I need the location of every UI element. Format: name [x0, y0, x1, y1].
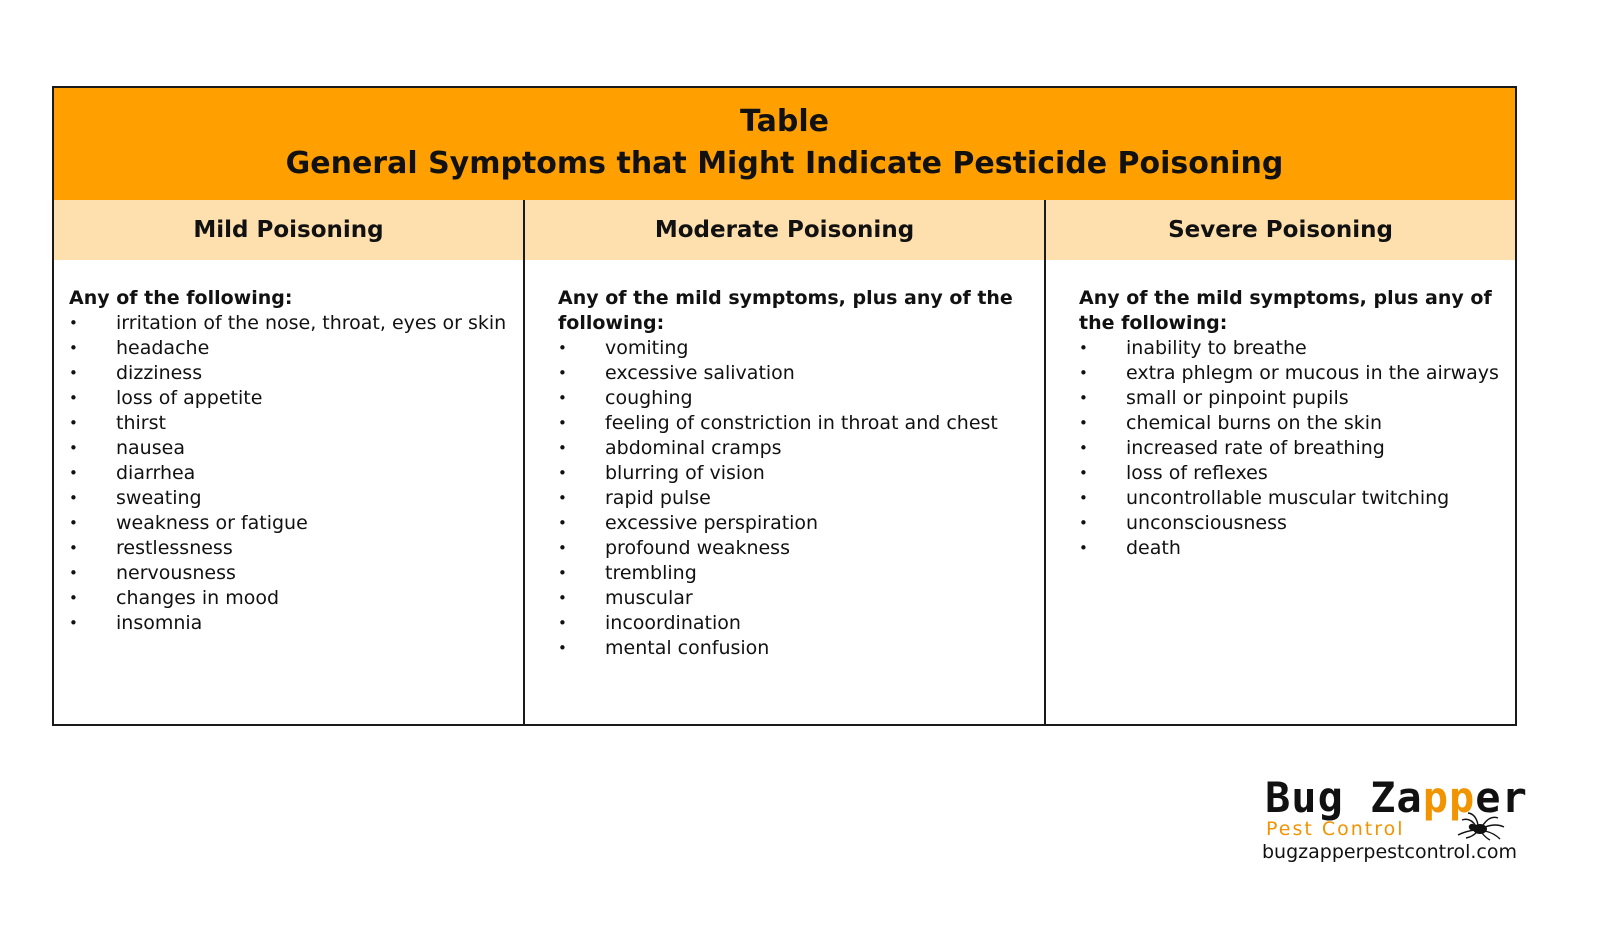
symptom-text: irritation of the nose, throat, eyes or skin — [116, 312, 507, 334]
bullet-icon: • — [1079, 389, 1088, 407]
symptom-text: feeling of constriction in throat and chest — [605, 412, 998, 434]
symptom-item — [69, 361, 509, 386]
symptom-text: loss of reflexes — [1126, 462, 1268, 484]
symptom-list — [1079, 336, 1505, 561]
symptom-text: trembling — [605, 562, 697, 584]
column-intro: Any of the mild symptoms, plus any of the following: — [1079, 287, 1492, 334]
symptom-text: profound weakness — [605, 537, 790, 559]
symptom-item — [558, 411, 1034, 436]
symptom-item — [69, 411, 509, 436]
bullet-icon: • — [1079, 539, 1088, 557]
symptom-item — [558, 436, 1034, 461]
table-title: General Symptoms that Might Indicate Pesticide Poisoning — [285, 146, 1284, 181]
symptom-text: weakness or fatigue — [116, 512, 308, 534]
symptom-item — [69, 386, 509, 411]
symptom-item — [69, 461, 509, 486]
symptom-item — [1079, 461, 1505, 486]
bullet-icon: • — [558, 489, 567, 507]
symptom-item — [1079, 536, 1505, 561]
bullet-icon: • — [558, 539, 567, 557]
symptom-item — [69, 511, 509, 536]
symptoms-table — [52, 86, 1517, 726]
column-body — [54, 260, 523, 636]
bullet-icon: • — [558, 614, 567, 632]
bullet-icon: • — [1079, 464, 1088, 482]
bullet-icon: • — [69, 464, 78, 482]
symptom-text: insomnia — [116, 612, 203, 634]
symptom-text: rapid pulse — [605, 487, 711, 509]
brand-logo — [1262, 773, 1528, 875]
symptom-text: unconsciousness — [1126, 512, 1287, 534]
logo-url: bugzapperpestcontrol.com — [1262, 841, 1517, 863]
bullet-icon: • — [1079, 489, 1088, 507]
symptom-item — [69, 486, 509, 511]
bullet-icon: • — [69, 439, 78, 457]
symptom-text: abdominal cramps — [605, 437, 782, 459]
bullet-icon: • — [69, 389, 78, 407]
symptom-item — [69, 586, 509, 611]
spider-icon — [1450, 811, 1506, 841]
table-label: Table — [740, 104, 829, 139]
bullet-icon: • — [558, 339, 567, 357]
bullet-icon: • — [69, 539, 78, 557]
logo-subtitle: Pest Control — [1266, 818, 1405, 840]
table-title-band — [54, 88, 1515, 200]
bullet-icon: • — [69, 564, 78, 582]
symptom-text: small or pinpoint pupils — [1126, 387, 1349, 409]
symptom-text: blurring of vision — [605, 462, 765, 484]
bullet-icon: • — [69, 489, 78, 507]
symptom-item — [1079, 336, 1505, 361]
logo-wordmark-part: er — [1475, 773, 1528, 822]
symptom-item — [558, 386, 1034, 411]
symptom-text: incoordination — [605, 612, 741, 634]
bullet-icon: • — [69, 314, 78, 332]
bullet-icon: • — [558, 514, 567, 532]
symptom-item — [558, 586, 1034, 611]
bullet-icon: • — [558, 589, 567, 607]
bullet-icon: • — [1079, 364, 1088, 382]
column-body — [1046, 260, 1515, 561]
symptom-text: uncontrollable muscular twitching — [1126, 487, 1450, 509]
symptom-text: thirst — [116, 412, 166, 434]
symptom-text: extra phlegm or mucous in the airways — [1126, 362, 1499, 384]
symptom-item — [69, 311, 509, 336]
bullet-icon: • — [558, 414, 567, 432]
bullet-icon: • — [558, 464, 567, 482]
bullet-icon: • — [558, 364, 567, 382]
symptom-text: muscular — [605, 587, 693, 609]
symptom-text: dizziness — [116, 362, 203, 384]
symptom-text: sweating — [116, 487, 202, 509]
symptom-text: coughing — [605, 387, 693, 409]
column-severe — [1046, 200, 1515, 724]
column-heading: Severe Poisoning — [1046, 200, 1515, 260]
bullet-icon: • — [1079, 514, 1088, 532]
symptom-item — [1079, 486, 1505, 511]
symptom-item — [1079, 386, 1505, 411]
bullet-icon: • — [69, 514, 78, 532]
symptom-item — [558, 611, 1034, 636]
symptom-item — [558, 561, 1034, 586]
bullet-icon: • — [69, 364, 78, 382]
column-moderate — [525, 200, 1046, 724]
symptom-item — [1079, 436, 1505, 461]
symptom-item — [558, 336, 1034, 361]
table-columns — [54, 200, 1515, 724]
symptom-text: restlessness — [116, 537, 233, 559]
column-intro: Any of the following: — [69, 287, 293, 309]
symptom-item — [558, 636, 1034, 661]
bullet-icon: • — [69, 414, 78, 432]
column-body — [525, 260, 1044, 661]
symptom-text: death — [1126, 537, 1181, 559]
symptom-item — [558, 511, 1034, 536]
symptom-item — [558, 461, 1034, 486]
symptom-item — [69, 611, 509, 636]
symptom-text: excessive perspiration — [605, 512, 819, 534]
bullet-icon: • — [558, 389, 567, 407]
symptom-list — [558, 336, 1034, 661]
symptom-item — [558, 361, 1034, 386]
symptom-item — [558, 486, 1034, 511]
symptom-item — [69, 336, 509, 361]
symptom-item — [558, 536, 1034, 561]
column-heading: Mild Poisoning — [54, 200, 523, 260]
bullet-icon: • — [558, 439, 567, 457]
bullet-icon: • — [558, 564, 567, 582]
symptom-list — [69, 311, 509, 636]
bullet-icon: • — [1079, 339, 1088, 357]
symptom-text: loss of appetite — [116, 387, 263, 409]
bullet-icon: • — [69, 589, 78, 607]
logo-wordmark-part: Bug Za — [1265, 773, 1423, 822]
symptom-text: mental confusion — [605, 637, 770, 659]
symptom-text: headache — [116, 337, 210, 359]
symptom-item — [69, 436, 509, 461]
symptom-text: nervousness — [116, 562, 236, 584]
column-heading: Moderate Poisoning — [525, 200, 1044, 260]
column-mild — [54, 200, 525, 724]
symptom-item — [1079, 411, 1505, 436]
bullet-icon: • — [69, 614, 78, 632]
column-intro: Any of the mild symptoms, plus any of the following: — [558, 287, 1013, 334]
symptom-item — [1079, 511, 1505, 536]
symptom-text: diarrhea — [116, 462, 196, 484]
symptom-item — [69, 536, 509, 561]
bullet-icon: • — [1079, 414, 1088, 432]
logo-wordmark-accent: pp — [1422, 773, 1476, 822]
symptom-text: excessive salivation — [605, 362, 795, 384]
symptom-text: nausea — [116, 437, 185, 459]
symptom-text: increased rate of breathing — [1126, 437, 1385, 459]
bullet-icon: • — [558, 639, 567, 657]
bullet-icon: • — [69, 339, 78, 357]
symptom-text: inability to breathe — [1126, 337, 1307, 359]
symptom-text: changes in mood — [116, 587, 280, 609]
symptom-text: chemical burns on the skin — [1126, 412, 1383, 434]
symptom-item — [69, 561, 509, 586]
symptom-text: vomiting — [605, 337, 689, 359]
bullet-icon: • — [1079, 439, 1088, 457]
symptom-item — [1079, 361, 1505, 386]
